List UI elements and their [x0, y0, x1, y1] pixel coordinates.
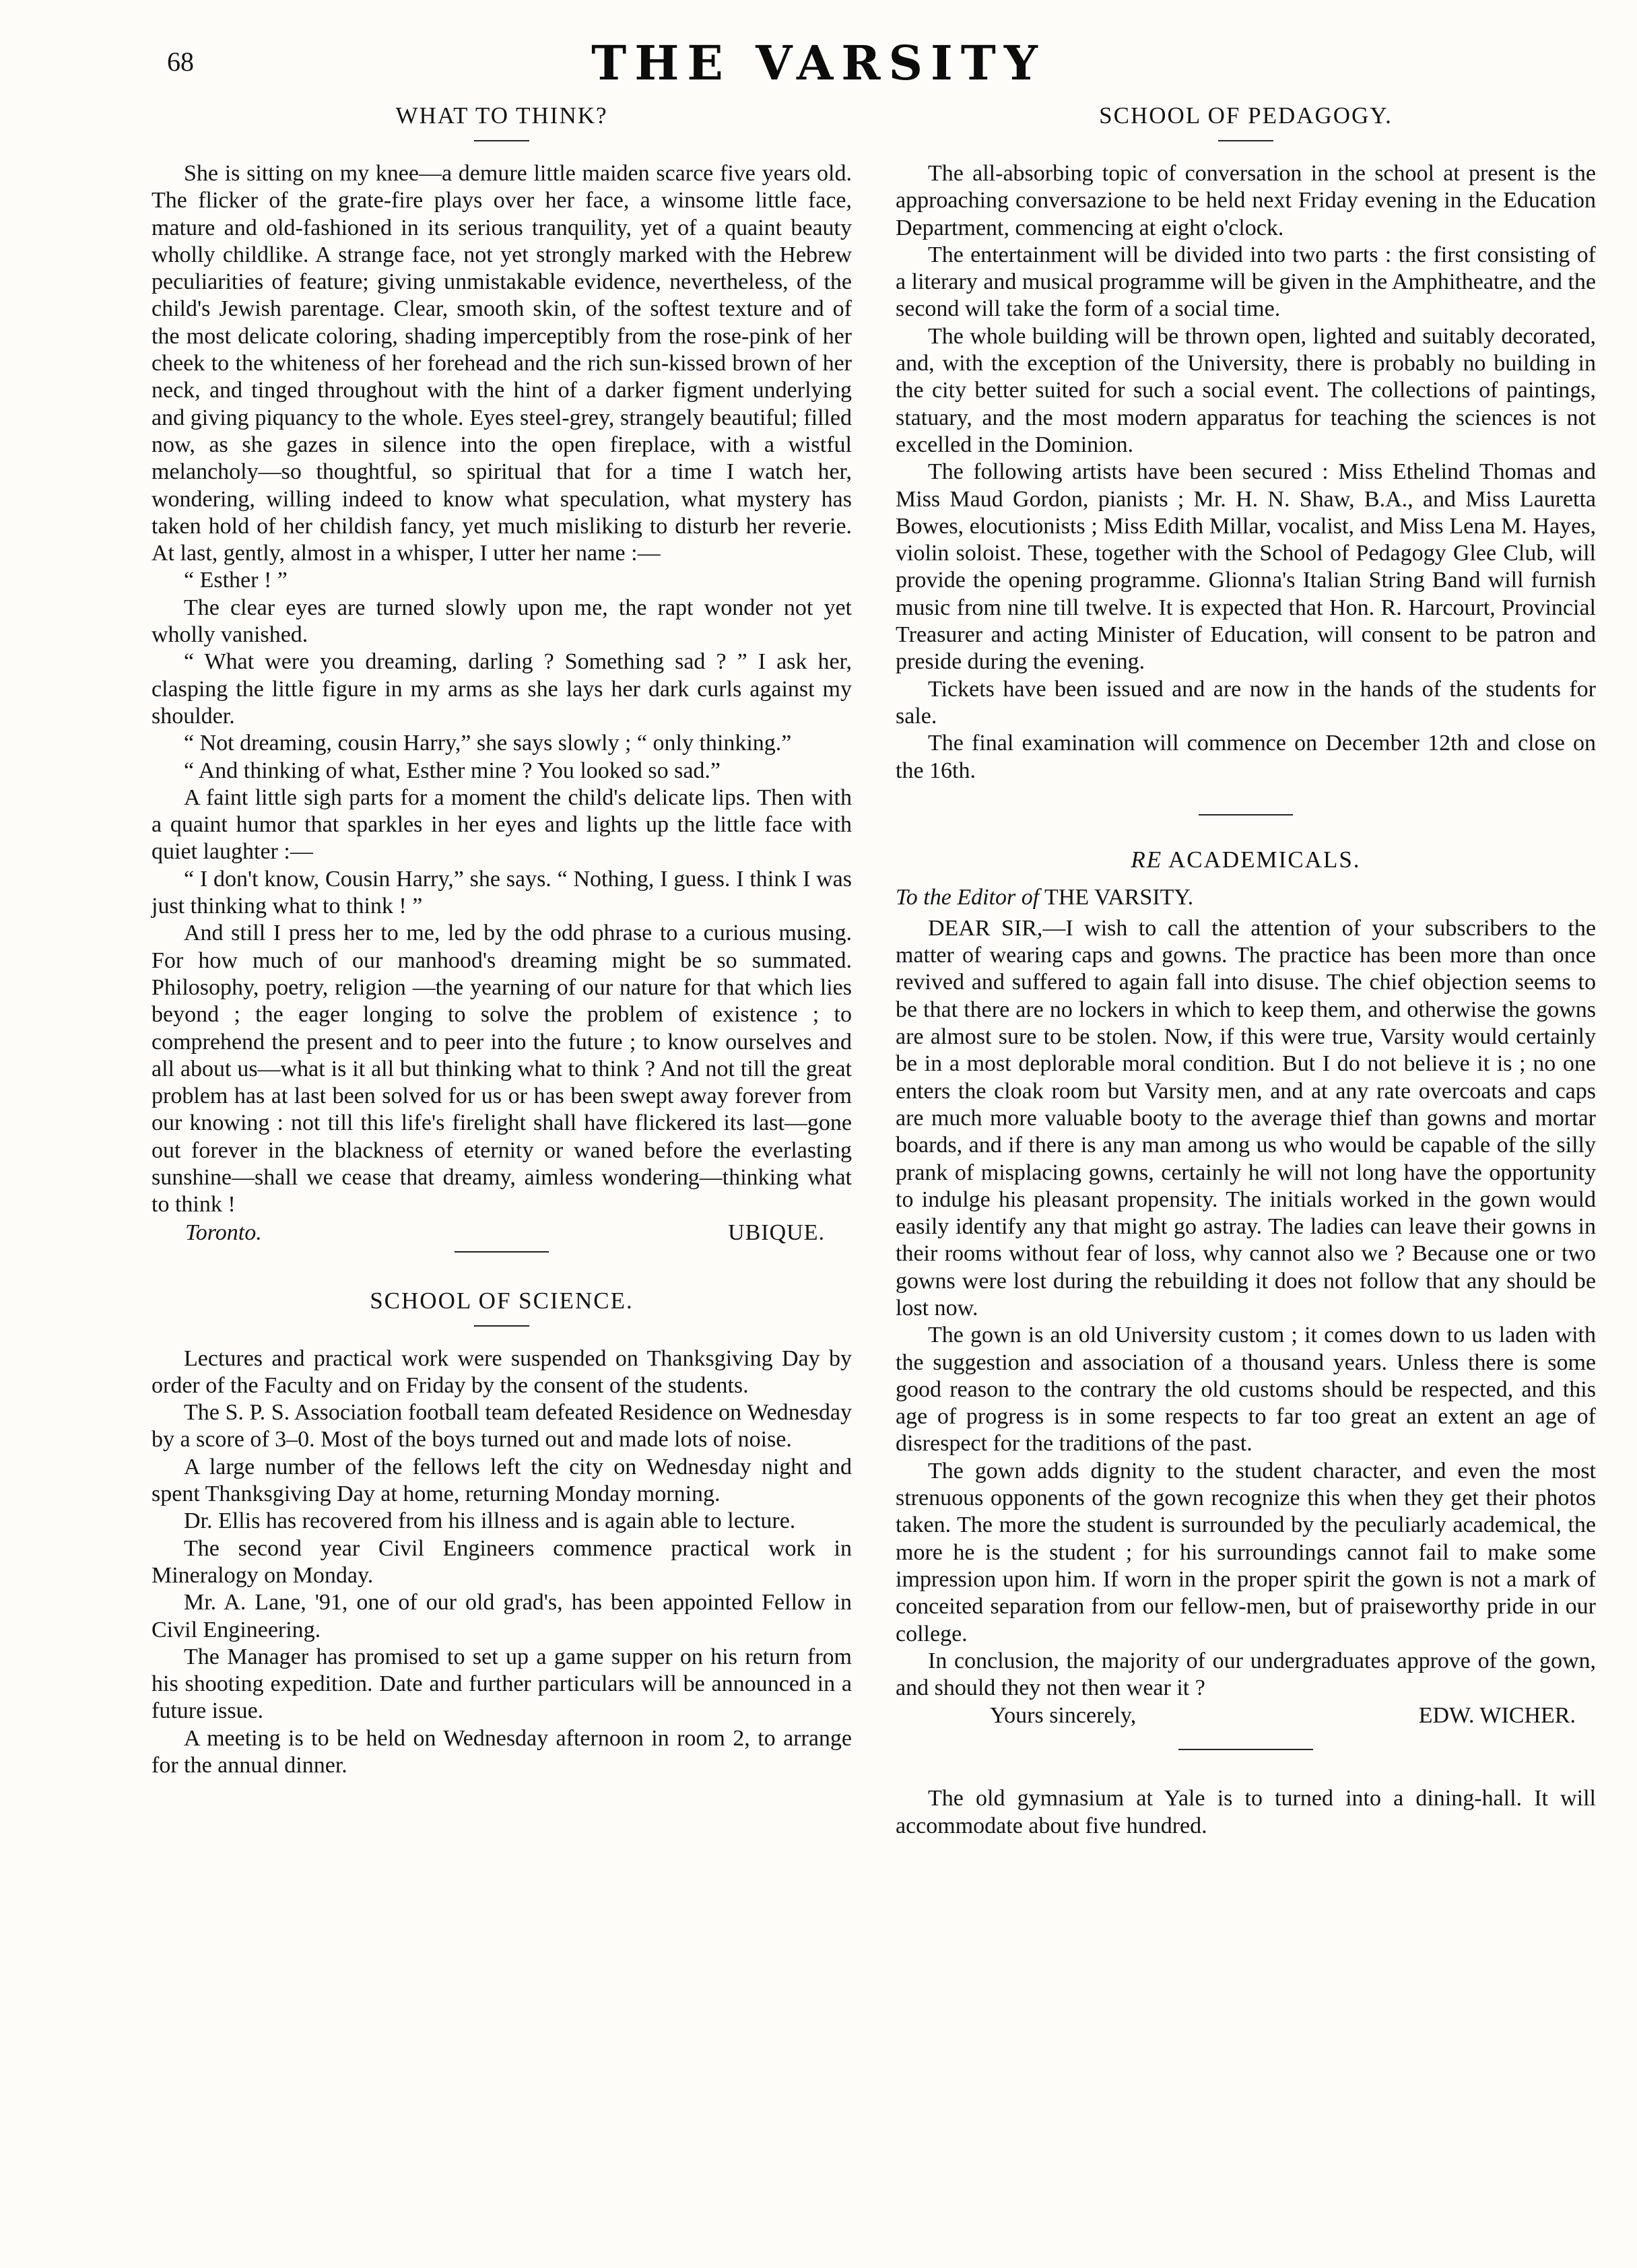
paragraph: The S. P. S. Association football team defeated Residence on Wednesday by a score of 3–0. Most of the boys turned out and made lots of noise. — [152, 1400, 852, 1453]
paragraph: DEAR SIR,—I wish to call the attention of your subscribers to the matter of wearing caps and gowns. The practice has been more than once revived and suffered to again fall into disuse. The chief objection seems to be that there are no lockers in which to keep them, and otherwise the gowns are almost sure to be stolen. Now, if this were true, Varsity would certainly be in a most deplorable moral condition. But I do not believe it is ; no one enters the cloak room but Varsity men, and at any rate overcoats and caps are much more valuable booty to the average thief than gowns and mortar boards, and if there is any man among us who would be capable of the silly prank of misplacing gowns, certainly he will not long have the opportunity to indulge his pleasant propensity. The initials worked in the gown would easily identify any that might go astray. The ladies can leave their gowns in their rooms without fear of loss, why cannot also we ? Because one or two gowns were lost during the rebuilding it does not follow that any should be lost now. — [896, 915, 1596, 1321]
masthead: THE VARSITY — [591, 35, 1046, 91]
paragraph: The final examination will commence on December 12th and close on the 16th. — [896, 731, 1596, 783]
section-divider — [455, 1251, 549, 1253]
paragraph: “ Esther ! ” — [184, 568, 288, 593]
title-rule — [474, 1325, 529, 1327]
paragraph: She is sitting on my knee—a demure little maiden scarce five years old. The flicker of the grate-fire plays over her face, a winsome little face, mature and old-fashioned in its serious tranquility, yet of a quaint beauty wholly childlike. A strange face, not yet strongly marked with the Hebrew peculiarities of feature; giving unmistakable evidence, nevertheless, of the child's Jewish parentage. Clear, smooth skin, of the softest texture and of the most delicate coloring, shading imperceptibly from the rose-pink of her cheek to the whiteness of her forehead and the rich sun-kissed brown of her neck, and tinged throughout with the hint of a darker figment underlying and giving piquancy to the whole. Eyes steel-grey, strangely beautiful; filled now, as she gazes in silence into the open fireplace, with a wistful melancholy—so thoughtful, so spiritual that for a time I watch her, wondering, willing indeed to know what speculation, what mystery has taken hold of her childish fancy, yet much misliking to disturb her reverie. At last, gently, almost in a whisper, I utter her name :— — [152, 161, 852, 566]
paragraph: The second year Civil Engineers commence practical work in Mineralogy on Monday. — [152, 1535, 852, 1588]
paragraph: Tickets have been issued and are now in the hands of the students for sale. — [896, 676, 1596, 729]
paragraph: Mr. A. Lane, '91, one of our old grad's, has been appointed Fellow in Civil Engineering. — [152, 1590, 852, 1642]
letter-signature: EDW. WICHER. — [1418, 1703, 1576, 1729]
page-number: 68 — [167, 46, 194, 77]
to-editor-line — [896, 884, 1596, 911]
article-title-school-of-pedagogy: SCHOOL OF PEDAGOGY. — [1099, 102, 1393, 129]
title-rest: ACADEMICALS. — [1162, 846, 1361, 873]
signature-name: UBIQUE. — [728, 1220, 825, 1245]
paragraph: “ Not dreaming, cousin Harry,” she says slowly ; “ only thinking.” — [184, 731, 792, 756]
paragraph: “ And thinking of what, Esther mine ? You looked so sad.” — [184, 758, 721, 783]
paragraph: The gown is an old University custom ; it comes down to us laden with the suggestion and association of a thousand years. Unless there is some good reason to the contrary the old customs should be respected, and this age of progress is in some respects to far too great an extent an age of disrespect for the traditions of the past. — [896, 1323, 1596, 1457]
title-rule — [474, 140, 529, 141]
right-column — [896, 101, 1596, 1840]
paragraph: The entertainment will be divided into two parts : the first consisting of a literary and musical programme will be given in the Amphitheatre, and the second will take the form of a social time. — [896, 242, 1596, 322]
paragraph: The following artists have been secured : Miss Ethelind Thomas and Miss Maud Gordon, pianists ; Mr. H. N. Shaw, B.A., and Miss Lauretta Bowes, elocutionists ; Miss Edith Millar, vocalist, and Miss Lena M. Hayes, violin soloist. These, together with the School of Pedagogy Glee Club, will provide the opening programme. Glionna's Italian String Band will furnish music from nine till twelve. It is expected that Hon. R. Harcourt, Provincial Treasurer and acting Minister of Education, will consent to be patron and preside during the evening. — [896, 459, 1596, 675]
news-note: The old gymnasium at Yale is to turned into a dining-hall. It will accommodate about five hundred. — [896, 1786, 1596, 1838]
to-editor-italic: To the Editor of — [896, 884, 1040, 910]
section-divider — [1178, 1749, 1313, 1750]
section-divider — [1199, 814, 1293, 815]
to-editor-rest: THE VARSITY. — [1039, 884, 1194, 910]
paragraph: A faint little sigh parts for a moment the child's delicate lips. Then with a quaint humor that sparkles in her eyes and lights up the little face with quiet laughter :— — [152, 785, 852, 865]
paragraph: A meeting is to be held on Wednesday afternoon in room 2, to arrange for the annual dinner. — [152, 1725, 852, 1778]
paragraph: The all-absorbing topic of conversation in the school at present is the approaching conversazione to be held next Friday evening in the Education Department, commencing at eight o'clock. — [896, 161, 1596, 240]
paragraph: A large number of the fellows left the city on Wednesday night and spent Thanksgiving Day at home, returning Monday morning. — [152, 1454, 852, 1507]
closing-phrase: Yours sincerely, — [990, 1703, 1137, 1729]
paragraph: “ What were you dreaming, darling ? Something sad ? ” I ask her, clasping the little figure in my arms as she lays her dark curls against my shoulder. — [152, 649, 852, 729]
article-title-what-to-think: WHAT TO THINK? — [395, 102, 608, 129]
article-title-re-academicals — [896, 845, 1596, 875]
article-title-school-of-science: SCHOOL OF SCIENCE. — [370, 1287, 634, 1314]
paragraph: The clear eyes are turned slowly upon me, the rapt wonder not yet wholly vanished. — [152, 595, 852, 648]
signature-place: Toronto. — [185, 1220, 262, 1245]
paragraph: Dr. Ellis has recovered from his illness and is again able to lecture. — [184, 1508, 796, 1534]
paragraph: In conclusion, the majority of our undergraduates approve of the gown, and should they not then wear it ? — [896, 1648, 1596, 1701]
paragraph: Lectures and practical work were suspended on Thanksgiving Day by order of the Faculty and on Friday by the consent of the students. — [152, 1345, 852, 1398]
article-signature — [152, 1219, 852, 1247]
left-column — [152, 101, 852, 1779]
title-italic-part: RE — [1131, 846, 1163, 873]
paragraph: The Manager has promised to set up a game supper on his return from his shooting expedition. Date and further particulars will be announced in a future issue. — [152, 1644, 852, 1724]
paragraph: “ I don't know, Cousin Harry,” she says. “ Nothing, I guess. I think I was just thinking what to think ! ” — [152, 866, 852, 919]
paragraph: And still I press her to me, led by the odd phrase to a curious musing. For how much of our manhood's dreaming might be so summated. Philosophy, poetry, religion —the yearning of our nature for that which lies beyond ; the eager longing to solve the problem of existence ; to comprehend the present and to peer into the future ; to know ourselves and all about us—what is it all but thinking what to think ? And not till the great problem has at last been solved for us or has been swept away forever from our knowing : not till this life's firelight shall have flickered its last—gone out forever in the blackness of eternity or waned before the everlasting sunshine—shall we cease that dreamy, aimless wondering—thinking what to think ! — [152, 921, 852, 1218]
title-rule — [1218, 140, 1273, 141]
paragraph: The whole building will be thrown open, lighted and suitably decorated, and, with the exception of the University, there is probably no building in the city better suited for such a social event. The collections of paintings, statuary, and the most modern apparatus for teaching the sciences is not excelled in the Dominion. — [896, 323, 1596, 457]
letter-closing — [896, 1702, 1596, 1730]
paragraph: The gown adds dignity to the student character, and even the most strenuous opponents of the gown recognize this when they get their photos taken. The more the student is surrounded by the peculiarly academical, the more he is the student ; for his surroundings cannot fail to make some impression upon him. If worn in the proper spirit the gown is not a mark of conceited separation from our fellow-men, but of praiseworthy pride in our college. — [896, 1458, 1596, 1646]
